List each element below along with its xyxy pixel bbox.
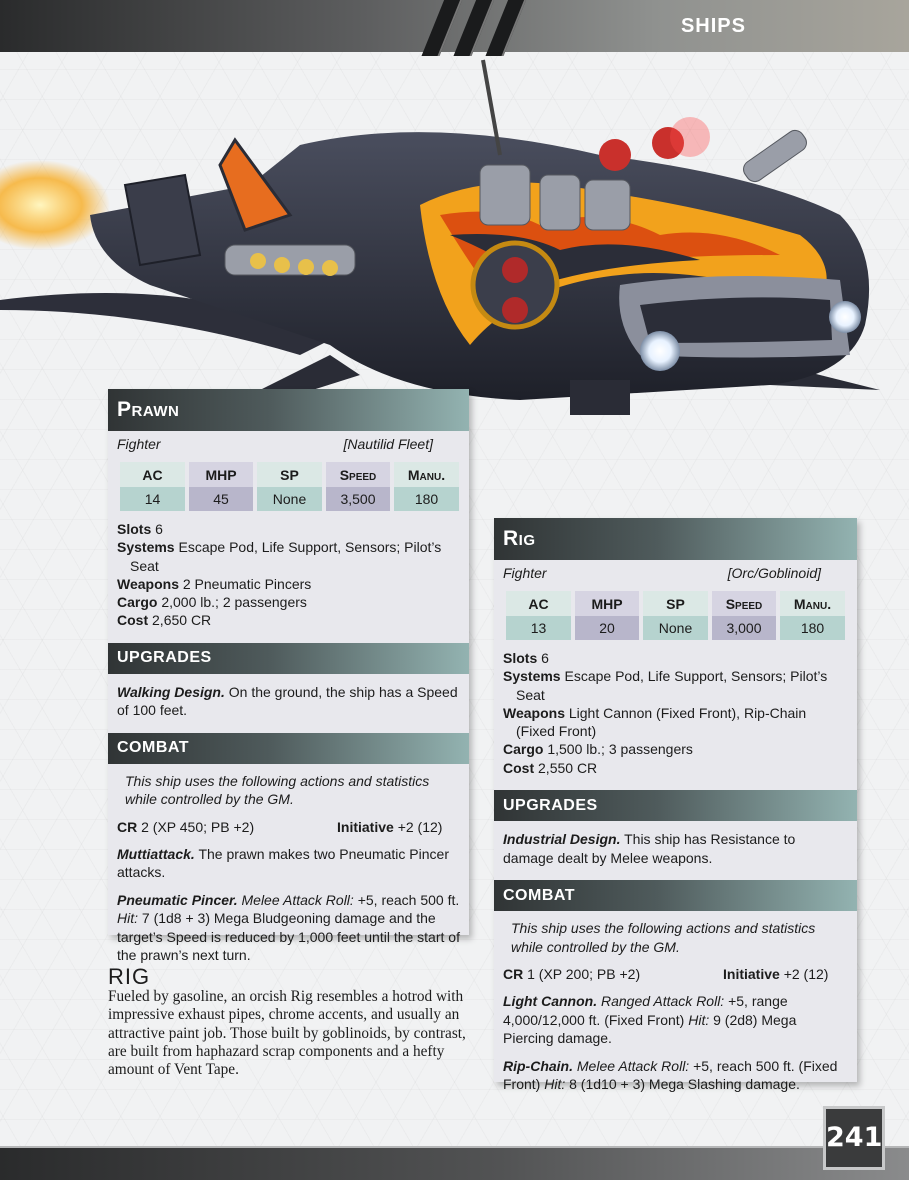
prawn-upgrades-header: UPGRADES [108,643,469,674]
top-banner [0,0,909,52]
rig-weapons: Weapons Light Cannon (Fixed Front), Rip-Chain (Fixed Front) [503,704,807,740]
prawn-stat-block [108,389,469,964]
stat-value-speed: 3,000 [712,616,776,640]
prawn-cr-line [108,809,469,836]
prawn-properties [108,511,469,630]
banner-chevron-decoration [430,0,540,52]
stat-value-sp: None [643,616,708,640]
prawn-type: Fighter [117,436,161,452]
rig-cost: Cost 2,550 CR [503,759,598,776]
stat-value-ac: 14 [120,487,185,511]
rig-stat-block [494,518,857,1093]
stat-value-manu: 180 [780,616,845,640]
prawn-faction: [Nautilid Fleet] [343,436,433,452]
bottom-banner [0,1146,909,1180]
rig-cargo: Cargo 1,500 lb.; 3 passengers [503,741,693,758]
section-title: SHIPS [680,15,746,37]
stat-value-manu: 180 [394,487,459,511]
stat-header-manu: Manu. [780,591,845,616]
prawn-cost: Cost 2,650 CR [117,612,212,629]
rig-properties [494,640,857,777]
rig-rip-chain: Rip-Chain. Melee Attack Roll: +5, reach 500 ft. (Fixed Front) Hit: 8 (1d10 + 3) Mega Slashing damage. [503,1057,838,1093]
rig-cr-line [494,956,857,983]
stat-value-mhp: 45 [189,487,253,511]
rig-slots: Slots 6 [503,650,549,666]
prawn-upgrade: Walking Design. On the ground, the ship has a Speed of 100 feet. [117,683,458,719]
rig-type-line [494,560,857,585]
rig-combat-header: COMBAT [494,880,857,911]
stat-header-manu: Manu. [394,462,459,487]
stat-value-mhp: 20 [575,616,639,640]
rig-description-text: Fueled by gasoline, an orcish Rig resembles a hotrod with impressive exhaust pipes, chrome accents, and usually an attractive paint job. Those built by goblinoids, by contrast, are built from haphazard scrap components and a hefty amount of Vent Tape. [108,988,466,1079]
rig-faction: [Orc/Goblinoid] [727,565,821,581]
prawn-slots: Slots 6 [117,521,163,537]
stat-header-speed: Speed [326,462,390,487]
prawn-pneumatic-pincer: Pneumatic Pincer. Melee Attack Roll: +5, reach 500 ft. Hit: 7 (1d8 + 3) Mega Bludgeoning damage and the target’s Speed is reduced by 1,000 feet until the start of the prawn’s next turn. [117,891,460,964]
rig-ship-illustration [0,55,909,445]
prawn-multiattack: Muttiattack. The prawn makes two Pneumatic Pincer attacks. [117,845,449,881]
prawn-weapons: Weapons 2 Pneumatic Pincers [117,575,312,592]
rig-cr: CR 1 (XP 200; PB +2) [503,966,641,983]
rig-type: Fighter [503,565,547,581]
rig-systems: Systems Escape Pod, Life Support, Sensors; Pilot’s Seat [503,668,828,703]
prawn-initiative: Initiative +2 (12) [337,818,443,835]
rig-upgrade: Industrial Design. This ship has Resistance to damage dealt by Melee weapons. [503,831,796,866]
stat-header-ac: AC [506,591,571,616]
rig-light-cannon: Light Cannon. Ranged Attack Roll: +5, range 4,000/12,000 ft. (Fixed Front) Hit: 9 (2d8) Mega Piercing damage. [503,993,797,1047]
rig-initiative: Initiative +2 (12) [723,966,829,983]
stat-header-sp: SP [257,462,322,487]
rig-gm-note: This ship uses the following actions and statistics while controlled by the GM. [511,920,816,955]
stat-value-speed: 3,500 [326,487,390,511]
prawn-stats-table [116,462,463,511]
stat-header-mhp: MHP [189,462,253,487]
page-number: 241 [823,1106,885,1170]
rig-description [108,964,468,1079]
stat-header-ac: AC [120,462,185,487]
prawn-name: Prawn [108,389,469,431]
stat-value-sp: None [257,487,322,511]
prawn-combat-header: COMBAT [108,733,469,764]
stat-value-ac: 13 [506,616,571,640]
rig-upgrades-header: UPGRADES [494,790,857,821]
prawn-systems: Systems Escape Pod, Life Support, Sensors; Pilot’s Seat [117,539,442,574]
stat-header-mhp: MHP [575,591,639,616]
prawn-gm-note: This ship uses the following actions and statistics while controlled by the GM. [125,772,430,808]
rig-description-heading: RIG [108,964,151,989]
rig-name: Rig [494,518,857,560]
prawn-type-line [108,431,469,456]
stat-header-speed: Speed [712,591,776,616]
stat-header-sp: SP [643,591,708,616]
rig-stats-table [502,591,849,640]
prawn-cargo: Cargo 2,000 lb.; 2 passengers [117,594,307,611]
prawn-cr: CR 2 (XP 450; PB +2) [117,818,255,835]
